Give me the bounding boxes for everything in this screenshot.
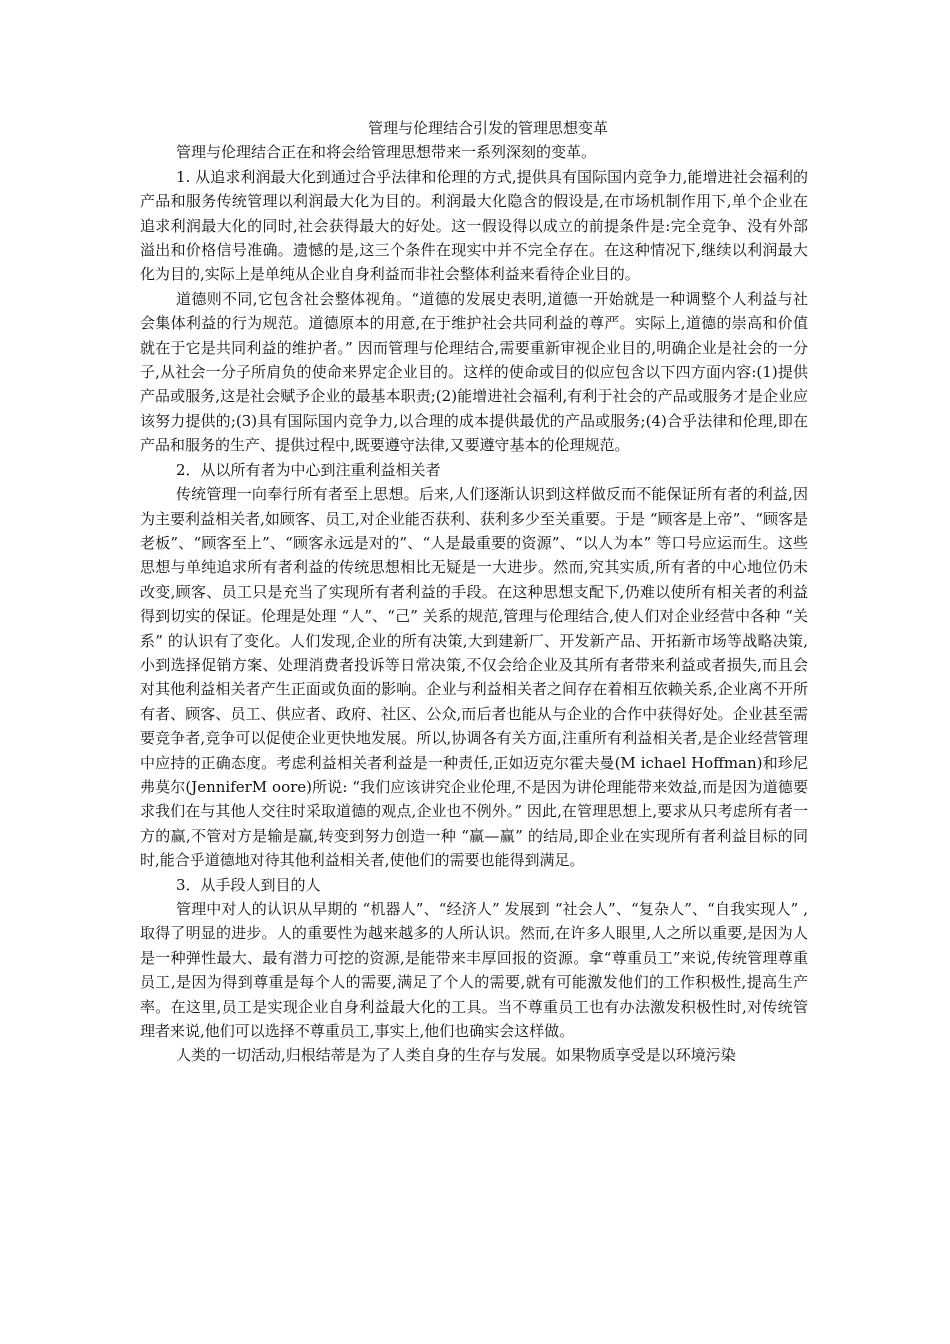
section2-heading: 2．从以所有者为中心到注重利益相关者 [176,460,441,479]
section3-paragraph-1: 管理中对人的认识从早期的 “机器人”、“经济人” 发展到 “社会人”、“复杂人”、“自我实现人” ,取得了明显的进步。人的重要性为越来越多的人所认识。然而,在许多人眼里,人之所以重要,是因为人是一种弹性最大、最有潜力可挖的资源,是能带来丰厚回报的资源。拿“尊重员工”来说,传统管理尊重员工,是因为得到尊重是每个人的需要,满足了个人的需要,就有可能激发他们的工作积极性,提高生产率。在这里,员工是实现企业自身利益最大化的工具。当不尊重员工也有办法激发积极性时,对传统管理者来说,他们可以选择不尊重员工,事实上,他们也确实会这样做。 [140,900,808,1041]
section3-heading: 3．从手段人到目的人 [176,875,321,894]
document-page [140,116,808,1068]
intro-paragraph: 管理与伦理结合正在和将会给管理思想带来一系列深刻的变革。 [176,143,597,162]
section1-paragraph-2: 道德则不同,它包含社会整体视角。“道德的发展史表明,道德一开始就是一种调整个人利益与社会集体利益的行为规范。道德原本的用意,在于维护社会共同利益的尊严。实际上,道德的崇高和价值就在于它是共同利益的维护者。” 因而管理与伦理结合,需要重新审视企业目的,明确企业是社会的一分子,从社会一分子所肩负的使命来界定企业目的。这样的使命或目的似应包含以下四方面内容:(1)提供产品或服务,这是社会赋予企业的最基本职责;(2)能增进社会福利,有利于社会的产品或服务才是企业应该努力提供的;(3)具有国际国内竞争力,以合理的成本提供最优的产品或服务;(4)合乎法律和伦理,即在产品和服务的生产、提供过程中,既要遵守法律,又要遵守基本的伦理规范。 [140,289,808,455]
section1-paragraph-1: 1. 从追求利润最大化到通过合乎法律和伦理的方式,提供具有国际国内竞争力,能增进社会福利的产品和服务传统管理以利润最大化为目的。利润最大化隐含的假设是,在市场机制作用下,单个企业在追求利润最大化的同时,社会获得最大的好处。这一假设得以成立的前提条件是:完全竞争、没有外部溢出和价格信号准确。遗憾的是,这三个条件在现实中并不完全存在。在这种情况下,继续以利润最大化为目的,实际上是单纯从企业自身利益而非社会整体利益来看待企业目的。 [140,167,808,284]
section3-paragraph-2: 人类的一切活动,归根结蒂是为了人类自身的生存与发展。如果物质享受是以环境污染 [176,1046,736,1065]
document-title: 管理与伦理结合引发的管理思想变革 [367,119,608,137]
section2-paragraph-1: 传统管理一向奉行所有者至上思想。后来,人们逐渐认识到这样做反而不能保证所有者的利益,因为主要利益相关者,如顾客、员工,对企业能否获利、获利多少至关重要。于是 “顾客是上帝”、“顾客是老板”、“顾客至上”、“顾客永远是对的”、“人是最重要的资源”、“以人为本” 等口号应运而生。这些思想与单纯追求所有者利益的传统思想相比无疑是一大进步。然而,究其实质,所有者的中心地位仍未改变,顾客、员工只是充当了实现所有者利益的手段。在这种思想支配下,仍难以使所有相关者的利益得到切实的保证。伦理是处理 “人”、“己” 关系的规范,管理与伦理结合,使人们对企业经营中各种 “关系” 的认识有了变化。人们发现,企业的所有决策,大到建新厂、开发新产品、开拓新市场等战略决策,小到选择促销方案、处理消费者投诉等日常决策,不仅会给企业及其所有者带来利益或者损失,而且会对其他利益相关者产生正面或负面的影响。企业与利益相关者之间存在着相互依赖关系,企业离不开所有者、顾客、员工、供应者、政府、社区、公众,而后者也能从与企业的合作中获得好处。企业甚至需要竞争者,竞争可以促使企业更快地发展。所以,协调各有关方面,注重所有利益相关者,是企业经营管理中应持的正确态度。考虑利益相关者利益是一种责任,正如迈克尔霍夫曼(M ichael Hoffman)和珍尼弗莫尔(JenniferM oore)所说: “我们应该讲究企业伦理,不是因为讲伦理能带来效益,而是因为道德要求我们在与其他人交往时采取道德的观点,企业也不例外。” 因此,在管理思想上,要求从只考虑所有者一方的赢,不管对方是输是赢,转变到努力创造一种 “赢—赢” 的结局,即企业在实现所有者利益目标的同时,能合乎道德地对待其他利益相关者,使他们的需要也能得到满足。 [140,485,808,870]
